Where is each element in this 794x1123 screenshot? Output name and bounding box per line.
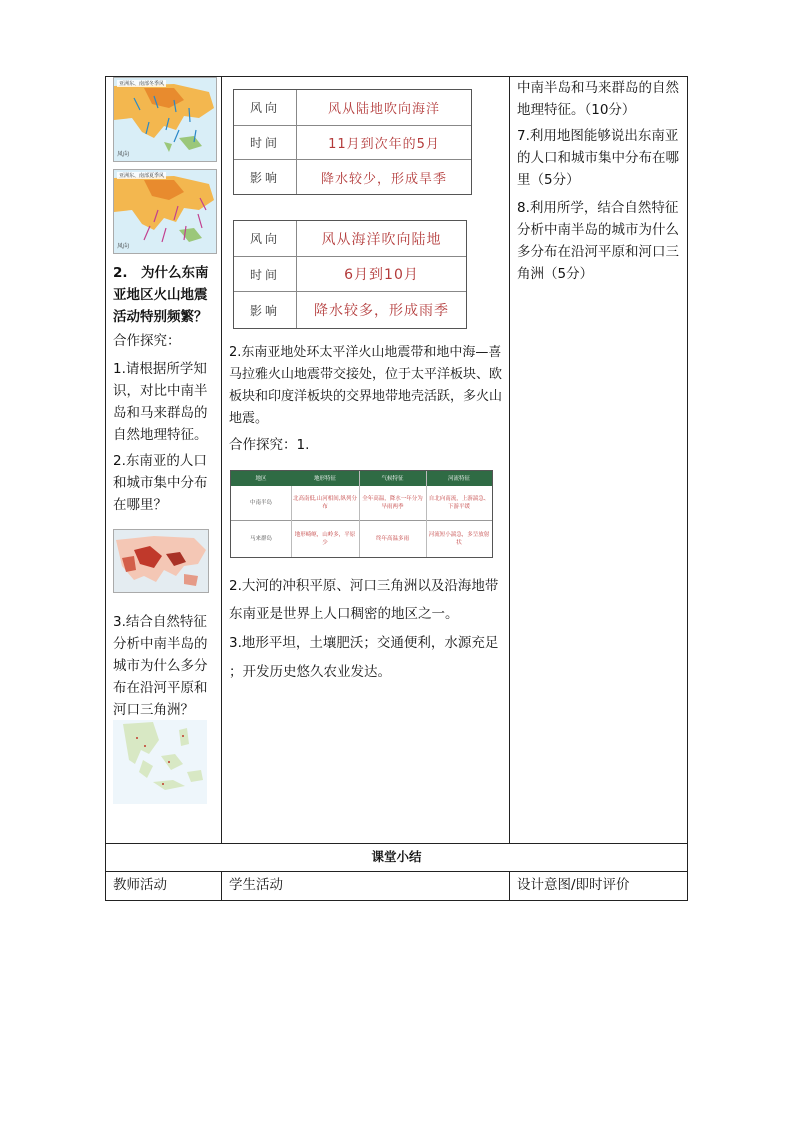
winter-map-legend: 风向 xyxy=(117,151,130,158)
col-divider-2 xyxy=(509,76,510,844)
winter-monsoon-table xyxy=(233,89,472,195)
row2-terrain: 地形崎岖，山岭多，平原少 xyxy=(294,532,356,546)
table-left-border xyxy=(105,76,106,901)
summary-divider-1 xyxy=(221,871,222,901)
southeast-asia-map xyxy=(113,720,207,804)
population-map xyxy=(113,529,209,593)
summary-title: 课堂小结 xyxy=(371,849,422,864)
row1-terrain: 北高南低,山河相间,纵列分布 xyxy=(293,496,357,510)
summer-effect-value: 降水较多，形成雨季 xyxy=(314,303,449,319)
summer-time-row xyxy=(234,257,466,292)
summer-effect-row xyxy=(234,292,466,328)
winter-time-value: 11月到次年的5月 xyxy=(328,137,440,152)
summer-time-value: 6月到10月 xyxy=(344,267,419,283)
summary-teacher-activity: 教师活动 xyxy=(113,877,167,893)
left-hezuo-title: 合作探究： xyxy=(113,333,181,349)
row1-climate: 全年高温，降水一年分为旱雨两季 xyxy=(362,496,423,510)
summer-monsoon-map-graphic xyxy=(114,170,216,253)
summary-student-activity: 学生活动 xyxy=(229,877,283,893)
winter-map-title: 亚洲东、南部冬季风 xyxy=(119,81,165,87)
header-climate: 气候特征 xyxy=(381,475,404,482)
mid-answer-3-line-1: 3.地形平坦，土壤肥沃；交通便利，水源充足 xyxy=(229,635,499,651)
summer-wind-row xyxy=(234,221,466,257)
summer-map-title: 亚洲东、南部夏季风 xyxy=(119,173,165,179)
winter-time-row xyxy=(234,126,471,160)
winter-monsoon-map-graphic xyxy=(114,78,216,161)
southeast-asia-map-graphic xyxy=(113,720,207,804)
winter-wind-label: 风向 xyxy=(234,90,297,125)
row2-region: 马来群岛 xyxy=(249,536,272,542)
table-right-border xyxy=(687,76,688,901)
right-question-7: 7.利用地图能够说出东南亚的人口和城市集中分布在哪里（5分） xyxy=(517,128,679,188)
summer-wind-label: 风向 xyxy=(234,221,297,256)
col-divider-1 xyxy=(221,76,222,844)
header-river: 河流特征 xyxy=(447,475,470,482)
summer-time-label: 时间 xyxy=(234,257,297,291)
row1-river: 自北向南流，上游湍急、下游平缓 xyxy=(428,496,490,510)
summary-divider-2 xyxy=(509,871,510,901)
summer-monsoon-map xyxy=(113,169,217,254)
mid-answer-2-line-1: 2.大河的冲积平原、河口三角洲以及沿海地带 xyxy=(229,578,499,594)
summer-map-legend: 风向 xyxy=(117,243,130,250)
row1-region: 中南半岛 xyxy=(249,500,272,506)
left-item-2: 2.东南亚的人口和城市集中分布在哪里？ xyxy=(113,453,208,513)
mid-answer-2-line-2: 东南亚是世界上人口稠密的地区之一。 xyxy=(229,606,459,622)
row2-river: 河流短小湍急，多呈放射状 xyxy=(428,532,490,546)
summer-wind-value: 风从海洋吹向陆地 xyxy=(321,231,442,248)
summary-mid-border xyxy=(105,871,688,872)
mid-answer-3-line-2: ；开发历史悠久农业发达。 xyxy=(229,664,391,680)
winter-wind-value: 风从陆地吹向海洋 xyxy=(327,102,440,117)
winter-time-label: 时间 xyxy=(234,126,297,159)
population-map-graphic xyxy=(114,530,208,592)
header-terrain: 地形特征 xyxy=(313,475,336,482)
winter-monsoon-map xyxy=(113,77,217,162)
left-item-3: 3.结合自然特征分析中南半岛的城市为什么多分布在沿河平原和河口三角洲？ xyxy=(113,614,208,718)
feature-comparison-table xyxy=(230,470,493,558)
right-top-text: 中南半岛和马来群岛的自然地理特征。（10分） xyxy=(517,80,679,118)
table-bottom-border xyxy=(105,900,688,901)
winter-effect-label: 影响 xyxy=(234,160,297,194)
mid-hezuo: 合作探究：1. xyxy=(229,437,310,453)
winter-effect-value: 降水较少，形成旱季 xyxy=(320,171,447,187)
row2-climate: 终年高温多雨 xyxy=(375,536,409,542)
winter-effect-row xyxy=(234,160,471,194)
header-region: 地区 xyxy=(255,475,267,482)
summer-effect-label: 影响 xyxy=(234,292,297,328)
winter-wind-row xyxy=(234,90,471,126)
left-question-2: 2. 为什么东南亚地区火山地震活动特别频繁？ xyxy=(113,265,209,325)
left-item-1: 1.请根据所学知识，对比中南半岛和马来群岛的自然地理特征。 xyxy=(113,361,208,443)
right-question-8: 8.利用所学，结合自然特征分析中南半岛的城市为什么多分布在沿河平原和河口三角洲（5分） xyxy=(517,200,679,282)
mid-paragraph-2: 2.东南亚地处环太平洋火山地震带和地中海—喜马拉雅火山地震带交接处，位于太平洋板块、欧板块和印度洋板块的交界地带地壳活跃，多火山地震。 xyxy=(229,345,503,426)
summary-top-border xyxy=(105,843,688,844)
summer-monsoon-table xyxy=(233,220,467,329)
summary-design-intent: 设计意图/即时评价 xyxy=(517,877,630,893)
